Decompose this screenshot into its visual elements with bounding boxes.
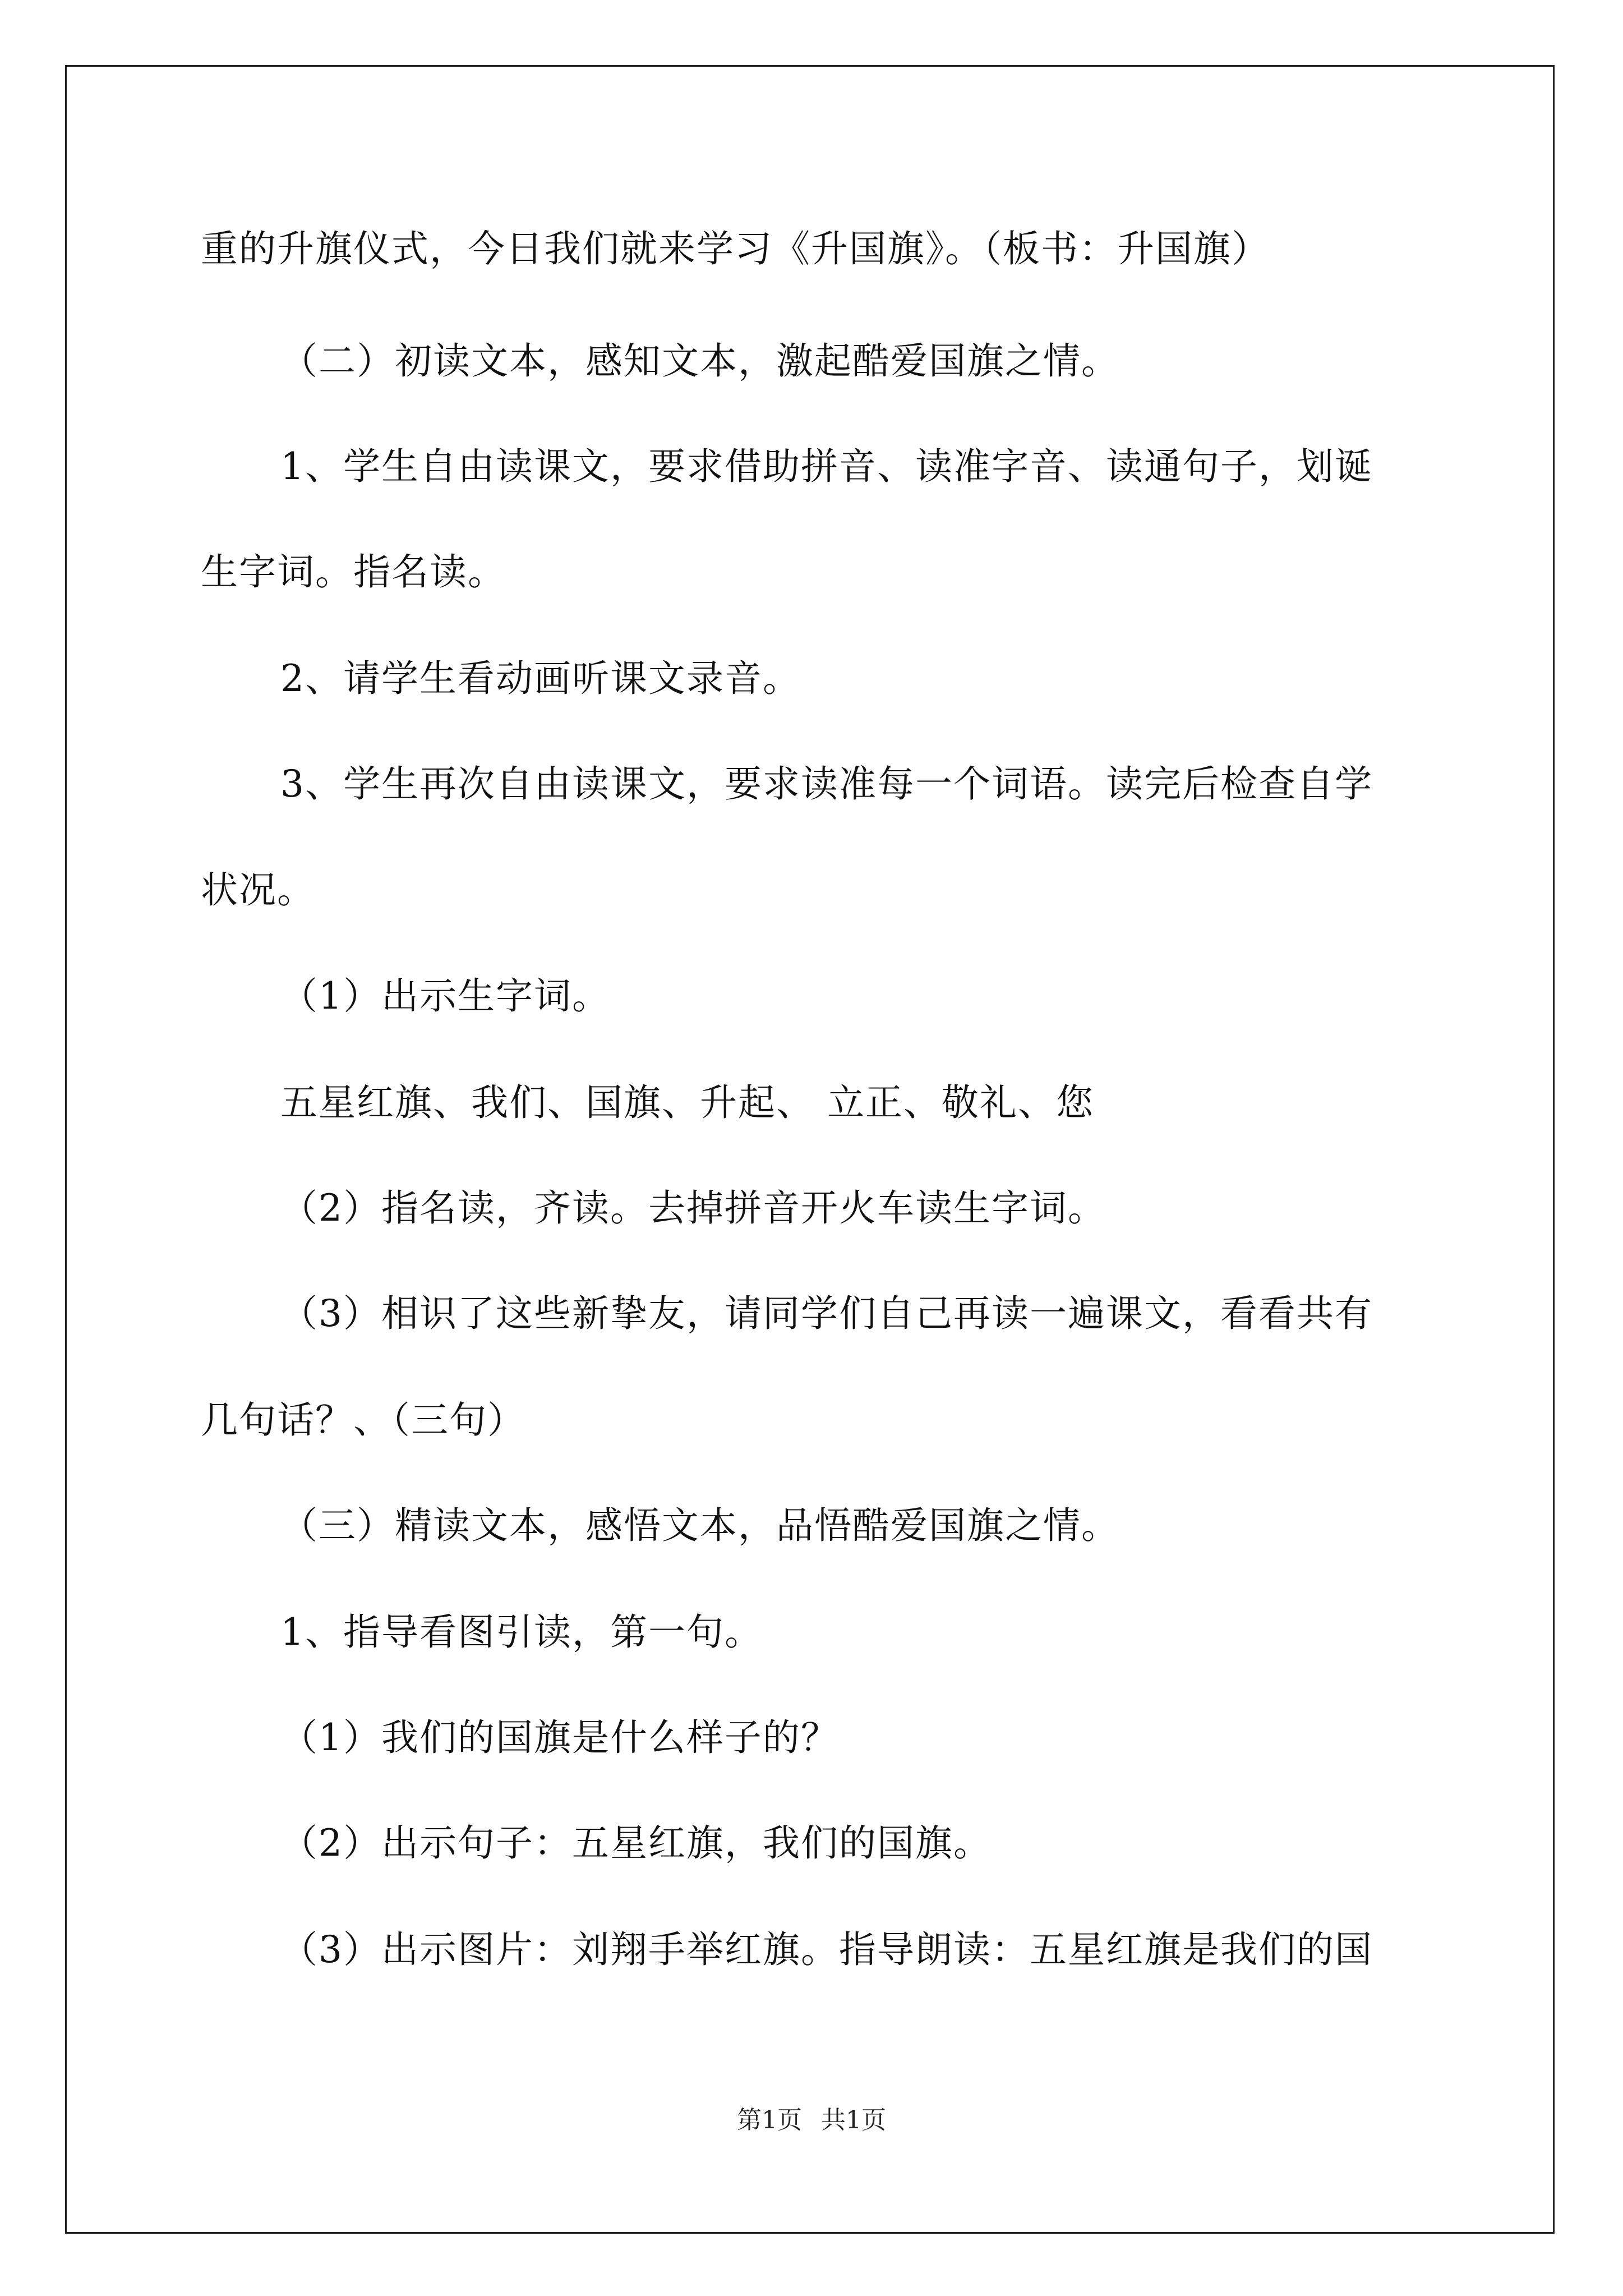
text-line: 状况。 [201, 868, 315, 912]
text-line: （3）相识了这些新挚友，请同学们自己再读一遍课文，看看共有 [280, 1292, 1373, 1335]
text-line: 3、学生再次自由读课文，要求读准每一个词语。读完后检查自学 [280, 762, 1373, 806]
text-line: （1）我们的国旗是什么样子的？ [280, 1716, 839, 1759]
text-line: 2、请学生看动画听课文录音。 [280, 657, 801, 700]
section-heading: （二）初读文本，感知文本，激起酷爱国旗之情。 [280, 339, 1119, 383]
page-number: 第1页 [737, 2106, 802, 2134]
text-line: （2）指名读，齐读。去掉拼音开火车读生字词。 [280, 1186, 1106, 1230]
text-line: 生字词。指名读。 [201, 550, 506, 593]
text-line: 五星红旗、我们、国旗、升起、 立正、敬礼、您 [280, 1081, 1094, 1124]
page-total: 共1页 [821, 2106, 886, 2134]
text-line: （1）出示生字词。 [280, 974, 610, 1018]
text-line: 1、指导看图引读，第一句。 [280, 1611, 763, 1654]
text-line: 1、学生自由读课文，要求借助拼音、读准字音、读通句子，划诞 [280, 445, 1373, 488]
page-footer [0, 2105, 1623, 2136]
page-border [65, 65, 1555, 2234]
text-line: （3）出示图片：刘翔手举红旗。指导朗读：五星红旗是我们的国 [280, 1928, 1373, 1971]
text-line: （2）出示句子：五星红旗，我们的国旗。 [280, 1821, 992, 1865]
section-heading: （三）精读文本，感悟文本，品悟酷爱国旗之情。 [280, 1504, 1119, 1547]
text-line: 几句话？、（三句） [201, 1398, 525, 1442]
text-line: 重的升旗仪式，今日我们就来学习《升国旗》。（板书：升国旗） [201, 227, 1270, 270]
